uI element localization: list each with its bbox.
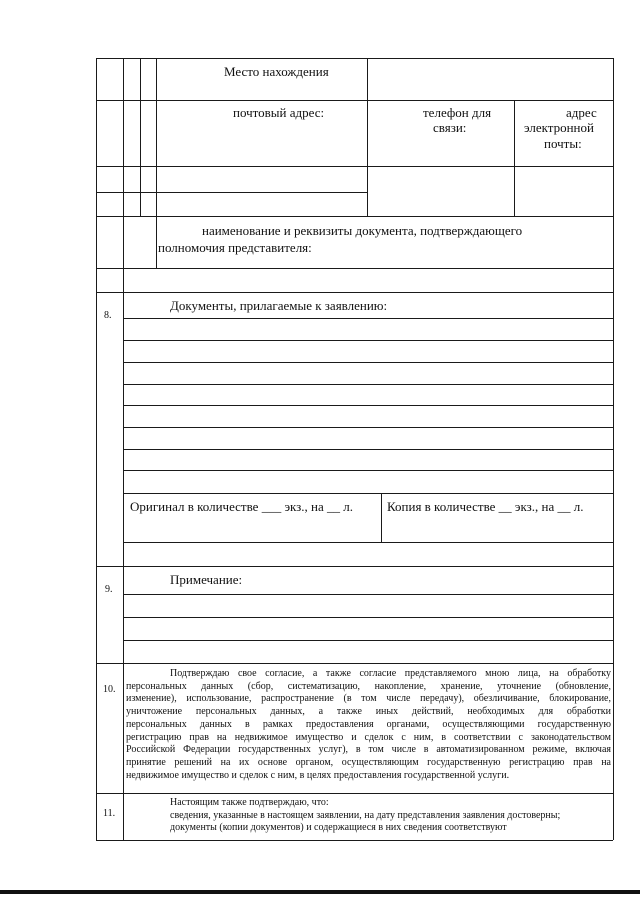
original-copy-divider — [381, 493, 382, 542]
scan-edge-bar — [0, 890, 640, 894]
table-right-border — [613, 58, 614, 840]
s8-line-7 — [123, 449, 613, 450]
row-line-3 — [96, 192, 367, 193]
s10-bottom — [96, 793, 613, 794]
s8-line-2 — [123, 340, 613, 341]
section-8-title: Документы, прилагаемые к заявлению: — [170, 298, 388, 313]
consent-line-6: регистрацию прав на недвижимое имущество и сделок с ним, в соответствии с законодательством — [126, 731, 611, 743]
copy-count-text: Копия в количестве __ экз., на __ л. — [387, 499, 584, 514]
s8-line-4 — [123, 384, 613, 385]
s8-line-1 — [123, 318, 613, 319]
consent-line-1: Подтверждаю свое согласие, а также согласие представляемого мною лица, на обработку — [170, 668, 611, 679]
s9-line-1 — [123, 594, 613, 595]
original-count-text: Оригинал в количестве ___ экз., на __ л. — [130, 499, 354, 514]
representative-doc-line2: полномочия представителя: — [158, 240, 312, 255]
s8-line-10 — [123, 542, 613, 543]
phone-label-line2: связи: — [433, 120, 467, 135]
email-label-line2: электронной — [524, 120, 594, 135]
s8-line-3 — [123, 362, 613, 363]
section-10-number: 10. — [103, 684, 116, 695]
s9-bottom — [96, 663, 613, 664]
s11-bottom — [96, 840, 613, 841]
row-line-4 — [96, 216, 613, 217]
s9-line-3 — [123, 640, 613, 641]
row-line-2 — [96, 166, 613, 167]
table-top-border — [96, 58, 613, 59]
table-left-border — [96, 58, 97, 840]
phone-email-divider — [514, 100, 515, 216]
row-line-6 — [96, 292, 613, 293]
postal-address-label: почтовый адрес: — [233, 105, 325, 120]
section-11-number: 11. — [103, 808, 116, 819]
consent-line-3: изменение), использование, распространение (в том числе передачу), обезличивание, блокирование, — [126, 693, 611, 705]
s8-line-6 — [123, 427, 613, 428]
row-line-5 — [96, 268, 613, 269]
section-8-number: 8. — [104, 310, 112, 321]
consent-line-9: недвижимое имущество и сделок с ним, в целях предоставления государственной услуги. — [126, 769, 510, 781]
phone-label-line1: телефон для — [423, 105, 492, 120]
location-divider — [367, 58, 368, 216]
representative-doc-line1: наименование и реквизиты документа, подтверждающего — [202, 223, 523, 238]
s8-bottom — [96, 566, 613, 567]
s9-line-2 — [123, 617, 613, 618]
consent-line-7: Российской Федерации государственных услуг), в том числе в автоматизированном режиме, включая — [126, 744, 611, 756]
confirmation-line-2: сведения, указанные в настоящем заявлении, на дату представления заявления достоверны; — [170, 810, 561, 821]
s8-line-5 — [123, 405, 613, 406]
row-line-1 — [96, 100, 613, 101]
s8-line-8 — [123, 470, 613, 471]
email-label-line1: адрес — [566, 105, 597, 120]
inner-column-divider-b — [156, 58, 157, 268]
s8-line-9 — [123, 493, 613, 494]
location-title: Место нахождения — [224, 64, 329, 79]
consent-line-2: персональных данных (сбор, систематизацию, накопление, хранение, уточнение (обновление, — [126, 680, 611, 692]
consent-line-8: принятие решений на их основе органом, осуществляющим государственную регистрацию прав на — [126, 756, 611, 768]
consent-line-4: уничтожение персональных данных, а также иных действий, необходимых для обработки — [126, 706, 611, 718]
confirmation-line-1: Настоящим также подтверждаю, что: — [170, 797, 329, 808]
consent-paragraph — [126, 668, 611, 782]
section-9-number: 9. — [105, 584, 113, 595]
section-9-title: Примечание: — [170, 572, 243, 587]
confirmation-line-3: документы (копии документов) и содержащиеся в них сведения соответствуют — [170, 822, 507, 833]
consent-line-5: персональных данных в рамках предоставления органами, осуществляющими государственную — [126, 718, 611, 730]
email-label-line3: почты: — [544, 136, 582, 151]
